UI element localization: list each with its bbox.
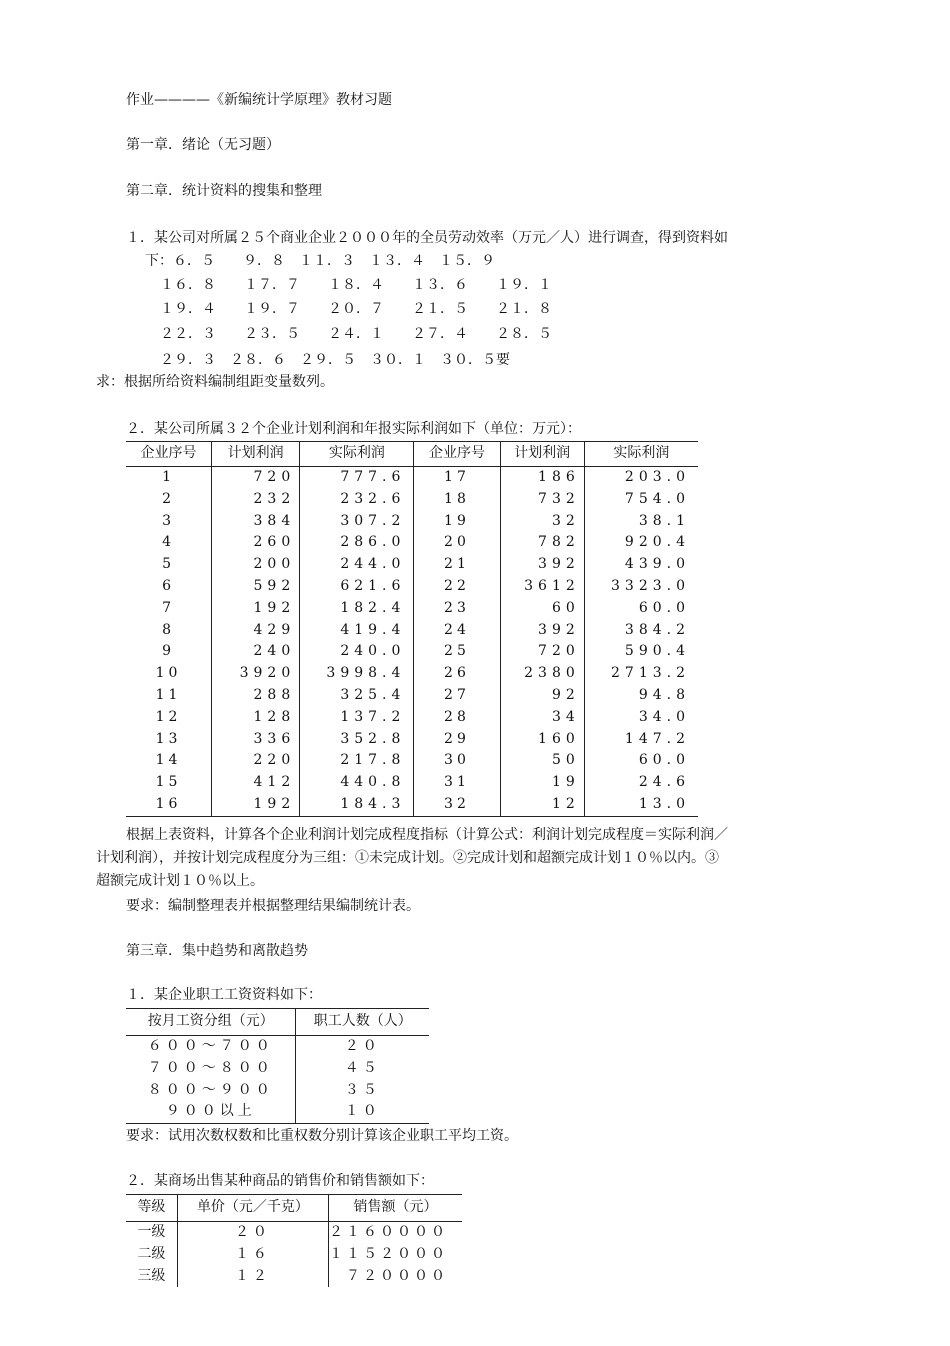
q3-intro: １．某企业职工工资资料如下：: [126, 987, 322, 1003]
actual-profit: 203.0: [584, 467, 698, 489]
actual-profit: 590.4: [584, 641, 698, 663]
unit-price: １６: [177, 1244, 328, 1266]
planned-profit: 232: [212, 489, 300, 511]
actual-profit: 60.0: [584, 598, 698, 620]
chapter-3-heading: 第三章．集中趋势和离散趋势: [126, 943, 308, 959]
table-row: [126, 750, 698, 772]
enterprise-id: 16: [155, 795, 182, 812]
table-row: [126, 729, 698, 751]
col-header: 计划利润: [212, 442, 300, 467]
enterprise-id: 3: [162, 512, 175, 529]
q3-requirement: 要求：试用次数权数和比重权数分别计算该企业职工平均工资。: [126, 1128, 518, 1144]
table-row: [126, 1101, 429, 1123]
enterprise-id: 5: [162, 556, 175, 573]
actual-profit: 920.4: [584, 532, 698, 554]
table-row: [126, 685, 698, 707]
actual-profit: 38.1: [584, 511, 698, 533]
col-header: 单价（元／千克）: [177, 1195, 328, 1222]
planned-profit: 2380: [500, 663, 584, 685]
col-header: 按月工资分组（元）: [126, 1009, 296, 1036]
actual-profit: 240.0: [300, 641, 414, 663]
enterprise-id: 18: [414, 489, 500, 511]
sales-amount: ７２００００: [329, 1266, 463, 1288]
worker-count: ３５: [296, 1080, 429, 1102]
enterprise-id: 13: [155, 730, 182, 747]
planned-profit: 392: [500, 554, 584, 576]
wage-group: ９００以上: [165, 1103, 256, 1120]
table-row: [126, 511, 698, 533]
actual-profit: 777.6: [300, 467, 414, 489]
table-row: [126, 1266, 462, 1288]
actual-profit: 60.0: [584, 750, 698, 772]
planned-profit: 200: [212, 554, 300, 576]
enterprise-id: 11: [155, 686, 182, 703]
enterprise-id: 2: [162, 490, 175, 507]
table-row: [126, 1080, 429, 1102]
planned-profit: 412: [212, 772, 300, 794]
planned-profit: 720: [212, 467, 300, 489]
grade: 二级: [137, 1245, 166, 1262]
planned-profit: 240: [212, 641, 300, 663]
col-header: 计划利润: [500, 442, 584, 467]
actual-profit: 384.2: [584, 620, 698, 642]
table-row: [126, 532, 698, 554]
planned-profit: 92: [500, 685, 584, 707]
actual-profit: 439.0: [584, 554, 698, 576]
sales-amount: １１５２０００: [329, 1244, 463, 1266]
actual-profit: 217.8: [300, 750, 414, 772]
actual-profit: 286.0: [300, 532, 414, 554]
table-row: [126, 641, 698, 663]
wage-group: ７００～８００: [147, 1059, 274, 1076]
enterprise-id: 9: [162, 643, 175, 660]
planned-profit: 3920: [212, 663, 300, 685]
grade: 三级: [137, 1267, 166, 1284]
planned-profit: 732: [500, 489, 584, 511]
enterprise-id: 30: [414, 750, 500, 772]
enterprise-id: 14: [155, 752, 182, 769]
planned-profit: 50: [500, 750, 584, 772]
q1-data-row: ２９．３ ２８．６ ２９．５ ３０．１ ３０．５要: [160, 352, 510, 368]
enterprise-id: 20: [414, 532, 500, 554]
actual-profit: 184.3: [300, 794, 414, 816]
enterprise-id: 10: [155, 665, 182, 682]
q2-instruction: 根据上表资料，计算各个企业利润计划完成程度指标（计算公式：利润计划完成程度＝实际利润／: [126, 827, 728, 843]
chapter-1-heading: 第一章．绪论（无习题）: [126, 137, 280, 153]
enterprise-id: 24: [414, 620, 500, 642]
table-row: [126, 707, 698, 729]
enterprise-id: 4: [162, 534, 175, 551]
actual-profit: 24.6: [584, 772, 698, 794]
planned-profit: 160: [500, 729, 584, 751]
planned-profit: 192: [212, 598, 300, 620]
table-row: [126, 1222, 462, 1244]
planned-profit: 384: [212, 511, 300, 533]
planned-profit: 220: [212, 750, 300, 772]
planned-profit: 12: [500, 794, 584, 816]
enterprise-id: 31: [414, 772, 500, 794]
sales-amount: ２１６００００: [329, 1222, 463, 1244]
planned-profit: 128: [212, 707, 300, 729]
q4-intro: ２．某商场出售某种商品的销售价和销售额如下：: [126, 1173, 434, 1189]
q2-instruction: 计划利润），并按计划完成程度分为三组：①未完成计划。②完成计划和超额完成计划１０％以内。③: [96, 850, 719, 866]
q1-data-row: １６．８ １７．７ １８．４ １３．６ １９．１: [160, 277, 552, 293]
actual-profit: 754.0: [584, 489, 698, 511]
q2-intro: ２．某公司所属３２个企业计划利润和年报实际利润如下（单位：万元）：: [126, 421, 581, 437]
planned-profit: 782: [500, 532, 584, 554]
planned-profit: 32: [500, 511, 584, 533]
document-title: 作业————《新编统计学原理》教材习题: [126, 92, 392, 108]
table-row: [126, 663, 698, 685]
planned-profit: 336: [212, 729, 300, 751]
enterprise-id: 1: [162, 469, 175, 485]
q1-data-row: 下：６．５ ９．８ １１．３ １３．４ １５．９: [145, 253, 495, 269]
table-header-row: [126, 442, 698, 467]
enterprise-id: 8: [162, 621, 175, 638]
enterprise-id: 32: [414, 794, 500, 816]
grade: 一级: [137, 1224, 166, 1240]
enterprise-id: 15: [155, 774, 182, 791]
table-row: [126, 620, 698, 642]
actual-profit: 147.2: [584, 729, 698, 751]
wage-table: [126, 1008, 429, 1124]
enterprise-id: 7: [162, 599, 175, 616]
enterprise-id: 6: [162, 577, 175, 594]
col-header: 实际利润: [584, 442, 698, 467]
table-row: [126, 598, 698, 620]
sales-table: [126, 1194, 462, 1287]
col-header: 企业序号: [126, 442, 212, 467]
actual-profit: 352.8: [300, 729, 414, 751]
enterprise-id: 17: [414, 467, 500, 489]
planned-profit: 34: [500, 707, 584, 729]
table-row: [126, 576, 698, 598]
unit-price: １２: [177, 1266, 328, 1288]
col-header: 职工人数（人）: [296, 1009, 429, 1036]
enterprise-id: 21: [414, 554, 500, 576]
q1-text: １．某公司对所属２５个商业企业２０００年的全员劳动效率（万元／人）进行调查，得到资料如: [126, 230, 728, 246]
planned-profit: 192: [212, 794, 300, 816]
enterprise-id: 23: [414, 598, 500, 620]
wage-group: ８００～９００: [147, 1081, 274, 1098]
planned-profit: 592: [212, 576, 300, 598]
actual-profit: 3998.4: [300, 663, 414, 685]
planned-profit: 392: [500, 620, 584, 642]
table-header-row: [126, 1009, 429, 1036]
worker-count: ４５: [296, 1058, 429, 1080]
planned-profit: 60: [500, 598, 584, 620]
col-header: 等级: [126, 1195, 177, 1222]
planned-profit: 288: [212, 685, 300, 707]
enterprise-id: 25: [414, 641, 500, 663]
actual-profit: 13.0: [584, 794, 698, 816]
worker-count: ２０: [296, 1036, 429, 1058]
col-header: 企业序号: [414, 442, 500, 467]
actual-profit: 34.0: [584, 707, 698, 729]
planned-profit: 720: [500, 641, 584, 663]
worker-count: １０: [296, 1101, 429, 1123]
actual-profit: 3323.0: [584, 576, 698, 598]
actual-profit: 419.4: [300, 620, 414, 642]
table-row: [126, 489, 698, 511]
enterprise-id: 27: [414, 685, 500, 707]
enterprise-id: 29: [414, 729, 500, 751]
planned-profit: 3612: [500, 576, 584, 598]
q2-requirement: 要求：编制整理表并根据整理结果编制统计表。: [126, 898, 420, 914]
col-header: 实际利润: [300, 442, 414, 467]
enterprise-id: 28: [414, 707, 500, 729]
table-row: [126, 772, 698, 794]
actual-profit: 325.4: [300, 685, 414, 707]
table-row: [126, 467, 698, 489]
enterprise-id: 26: [414, 663, 500, 685]
wage-group: ６００～７００: [147, 1038, 274, 1054]
table-row: [126, 1036, 429, 1058]
q1-requirement: 求：根据所给资料编制组距变量数列。: [96, 374, 334, 390]
actual-profit: 244.0: [300, 554, 414, 576]
table-row: [126, 1058, 429, 1080]
planned-profit: 429: [212, 620, 300, 642]
actual-profit: 440.8: [300, 772, 414, 794]
profit-table: [126, 441, 698, 817]
actual-profit: 182.4: [300, 598, 414, 620]
q2-instruction: 超额完成计划１０％以上。: [96, 873, 264, 889]
planned-profit: 19: [500, 772, 584, 794]
chapter-2-heading: 第二章．统计资料的搜集和整理: [126, 183, 322, 199]
actual-profit: 2713.2: [584, 663, 698, 685]
table-row: [126, 1244, 462, 1266]
enterprise-id: 19: [414, 511, 500, 533]
actual-profit: 307.2: [300, 511, 414, 533]
table-header-row: [126, 1195, 462, 1222]
planned-profit: 186: [500, 467, 584, 489]
table-row: [126, 794, 698, 816]
actual-profit: 621.6: [300, 576, 414, 598]
enterprise-id: 12: [155, 708, 182, 725]
actual-profit: 94.8: [584, 685, 698, 707]
enterprise-id: 22: [414, 576, 500, 598]
actual-profit: 232.6: [300, 489, 414, 511]
q1-data-row: ２２．３ ２３．５ ２４．１ ２７．４ ２８．５: [160, 326, 552, 342]
unit-price: ２０: [177, 1222, 328, 1244]
planned-profit: 260: [212, 532, 300, 554]
col-header: 销售额（元）: [329, 1195, 463, 1222]
actual-profit: 137.2: [300, 707, 414, 729]
table-row: [126, 554, 698, 576]
q1-data-row: １９．４ １９．７ ２０．７ ２１．５ ２１．８: [160, 301, 552, 317]
